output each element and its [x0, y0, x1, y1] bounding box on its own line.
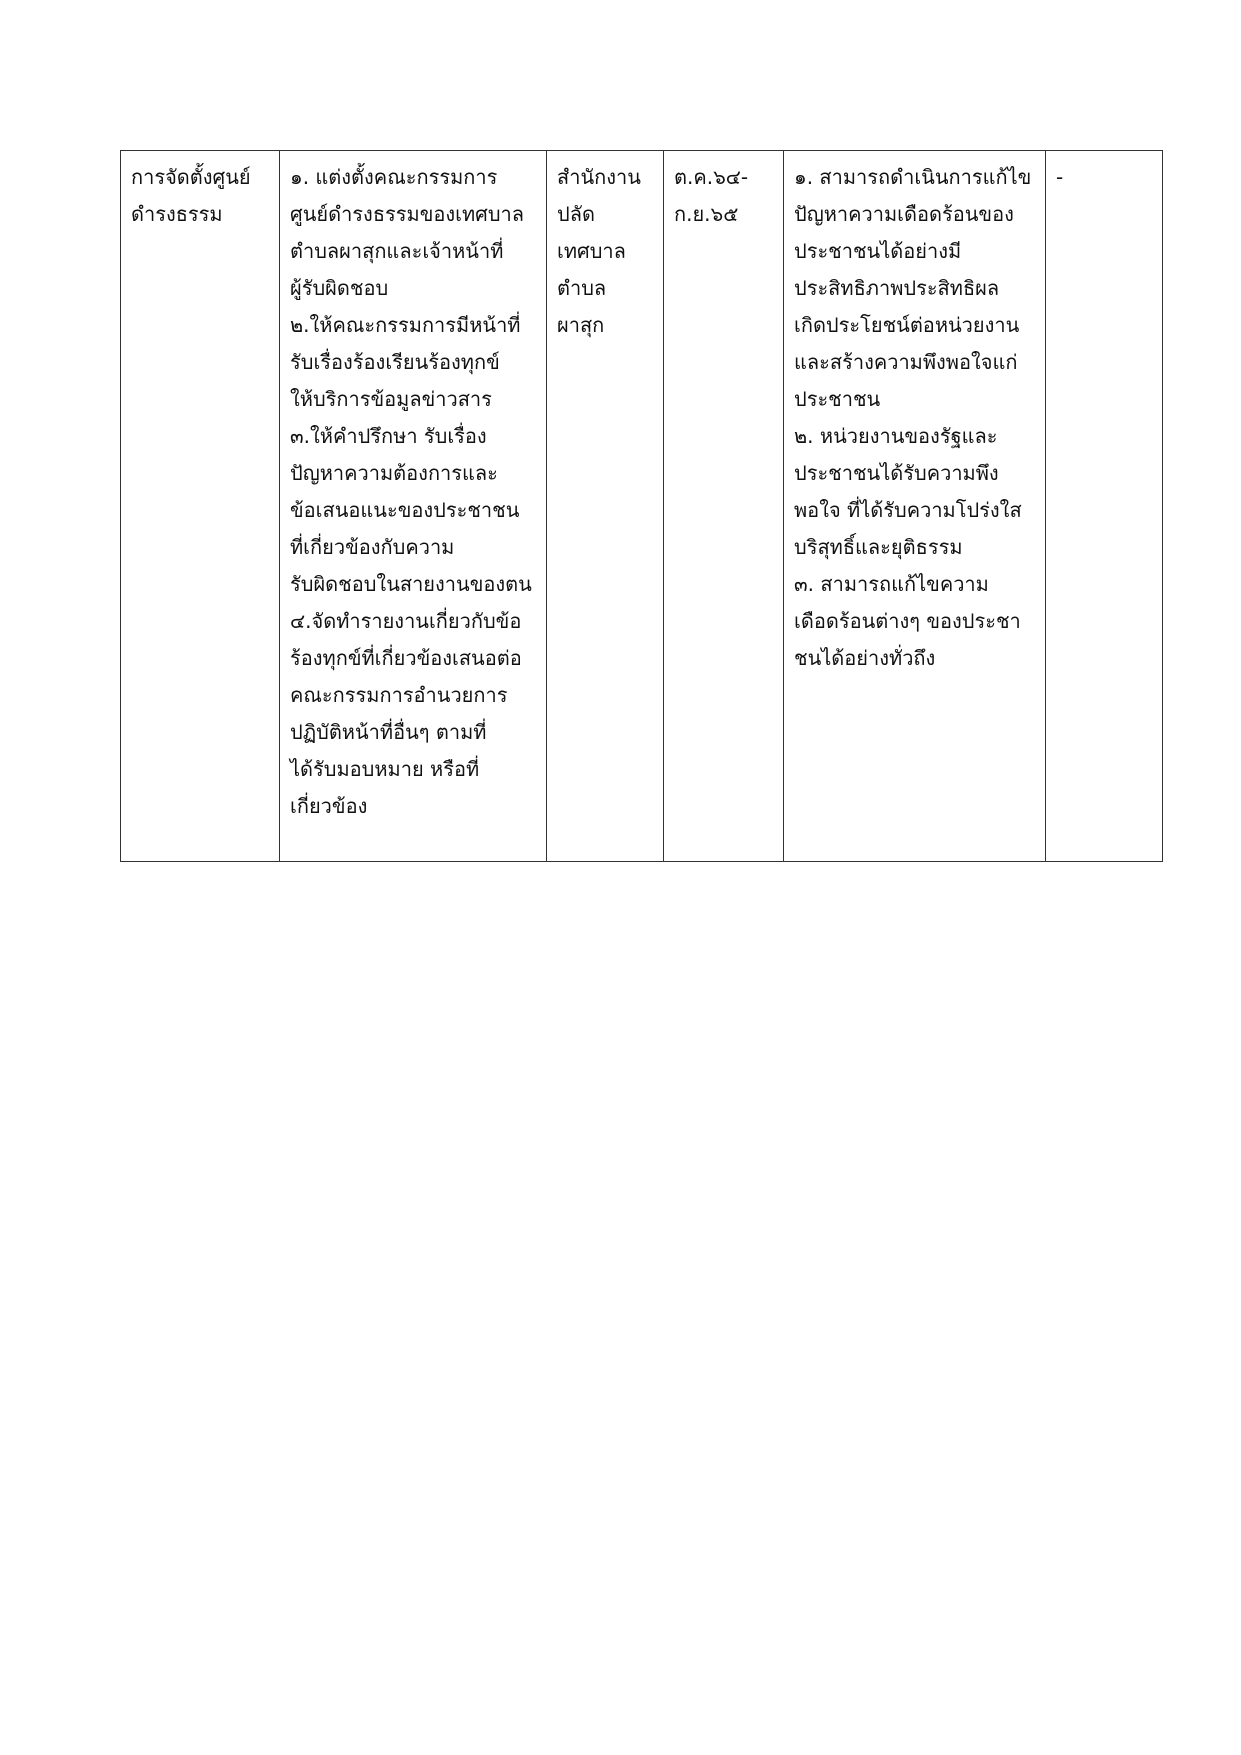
- activity-line: ได้รับมอบหมาย หรือที่: [290, 757, 480, 781]
- agency-line: สำนักงาน: [557, 165, 641, 189]
- outcome-line: ๓. สามารถแก้ไขความ: [794, 572, 989, 596]
- remark-line: -: [1056, 165, 1064, 189]
- remark-cell: [1046, 151, 1163, 862]
- activity-line: ๓.ให้คำปรึกษา รับเรื่อง: [290, 424, 487, 448]
- agency-line: ผาสุก: [557, 313, 605, 337]
- agency-line: เทศบาล: [557, 239, 626, 263]
- activity-line: ที่เกี่ยวข้องกับความ: [290, 535, 455, 559]
- activity-line: ปัญหาความต้องการและ: [290, 461, 498, 485]
- outcome-line: และสร้างความพึงพอใจแก่: [794, 350, 1018, 374]
- outcome-line: เดือดร้อนต่างๆ ของประชา: [794, 609, 1021, 633]
- plan-table: [120, 150, 1163, 862]
- outcome-line: ชนได้อย่างทั่วถึง: [794, 646, 936, 670]
- activity-line: ร้องทุกข์ที่เกี่ยวข้องเสนอต่อ: [290, 646, 522, 670]
- period-cell: [664, 151, 784, 862]
- activity-line: คณะกรรมการอำนวยการ: [290, 683, 508, 707]
- outcome-line: พอใจ ที่ได้รับความโปร่งใส: [794, 498, 1022, 522]
- outcome-line: ๑. สามารถดำเนินการแก้ไข: [794, 165, 1032, 189]
- activity-line: รับผิดชอบในสายงานของตน: [290, 572, 532, 596]
- period-line: ต.ค.๖๔-: [674, 165, 749, 189]
- outcome-line: ปัญหาความเดือดร้อนของ: [794, 202, 1014, 226]
- activity-line: ผู้รับผิดชอบ: [290, 276, 389, 300]
- project-cell: [121, 151, 280, 862]
- period-line: ก.ย.๖๕: [674, 202, 739, 226]
- agency-line: ตำบล: [557, 276, 607, 300]
- activity-line: เกี่ยวข้อง: [290, 794, 368, 818]
- activity-line: ๒.ให้คณะกรรมการมีหน้าที่: [290, 313, 521, 337]
- activity-line: ข้อเสนอแนะของประชาชน: [290, 498, 520, 522]
- outcome-line: ประสิทธิภาพประสิทธิผล: [794, 276, 1000, 300]
- agency-cell: [547, 151, 664, 862]
- outcome-line: ประชาชนได้รับความพึง: [794, 461, 999, 485]
- activity-line: ตำบลผาสุกและเจ้าหน้าที่: [290, 239, 504, 263]
- outcome-line: ๒. หน่วยงานของรัฐและ: [794, 424, 998, 448]
- activity-line: ปฏิบัติหน้าที่อื่นๆ ตามที่: [290, 720, 487, 744]
- outcomes-cell: [784, 151, 1046, 862]
- activity-line: ศูนย์ดำรงธรรมของเทศบาล: [290, 202, 525, 226]
- outcome-line: เกิดประโยชน์ต่อหน่วยงาน: [794, 313, 1020, 337]
- outcome-line: บริสุทธิ์และยุติธรรม: [794, 535, 963, 559]
- activities-cell: [280, 151, 547, 862]
- activity-line: รับเรื่องร้องเรียนร้องทุกข์: [290, 350, 500, 374]
- agency-line: ปลัด: [557, 202, 595, 226]
- activity-line: ๔.จัดทำรายงานเกี่ยวกับข้อ: [290, 609, 522, 633]
- outcome-line: ประชาชนได้อย่างมี: [794, 239, 962, 263]
- outcome-line: ประชาชน: [794, 387, 881, 411]
- project-line: ดำรงธรรม: [131, 202, 223, 226]
- table-row: [121, 151, 1163, 862]
- activity-line: ๑. แต่งตั้งคณะกรรมการ: [290, 165, 498, 189]
- project-line: การจัดตั้งศูนย์: [131, 165, 251, 189]
- activity-line: ให้บริการข้อมูลข่าวสาร: [290, 387, 492, 411]
